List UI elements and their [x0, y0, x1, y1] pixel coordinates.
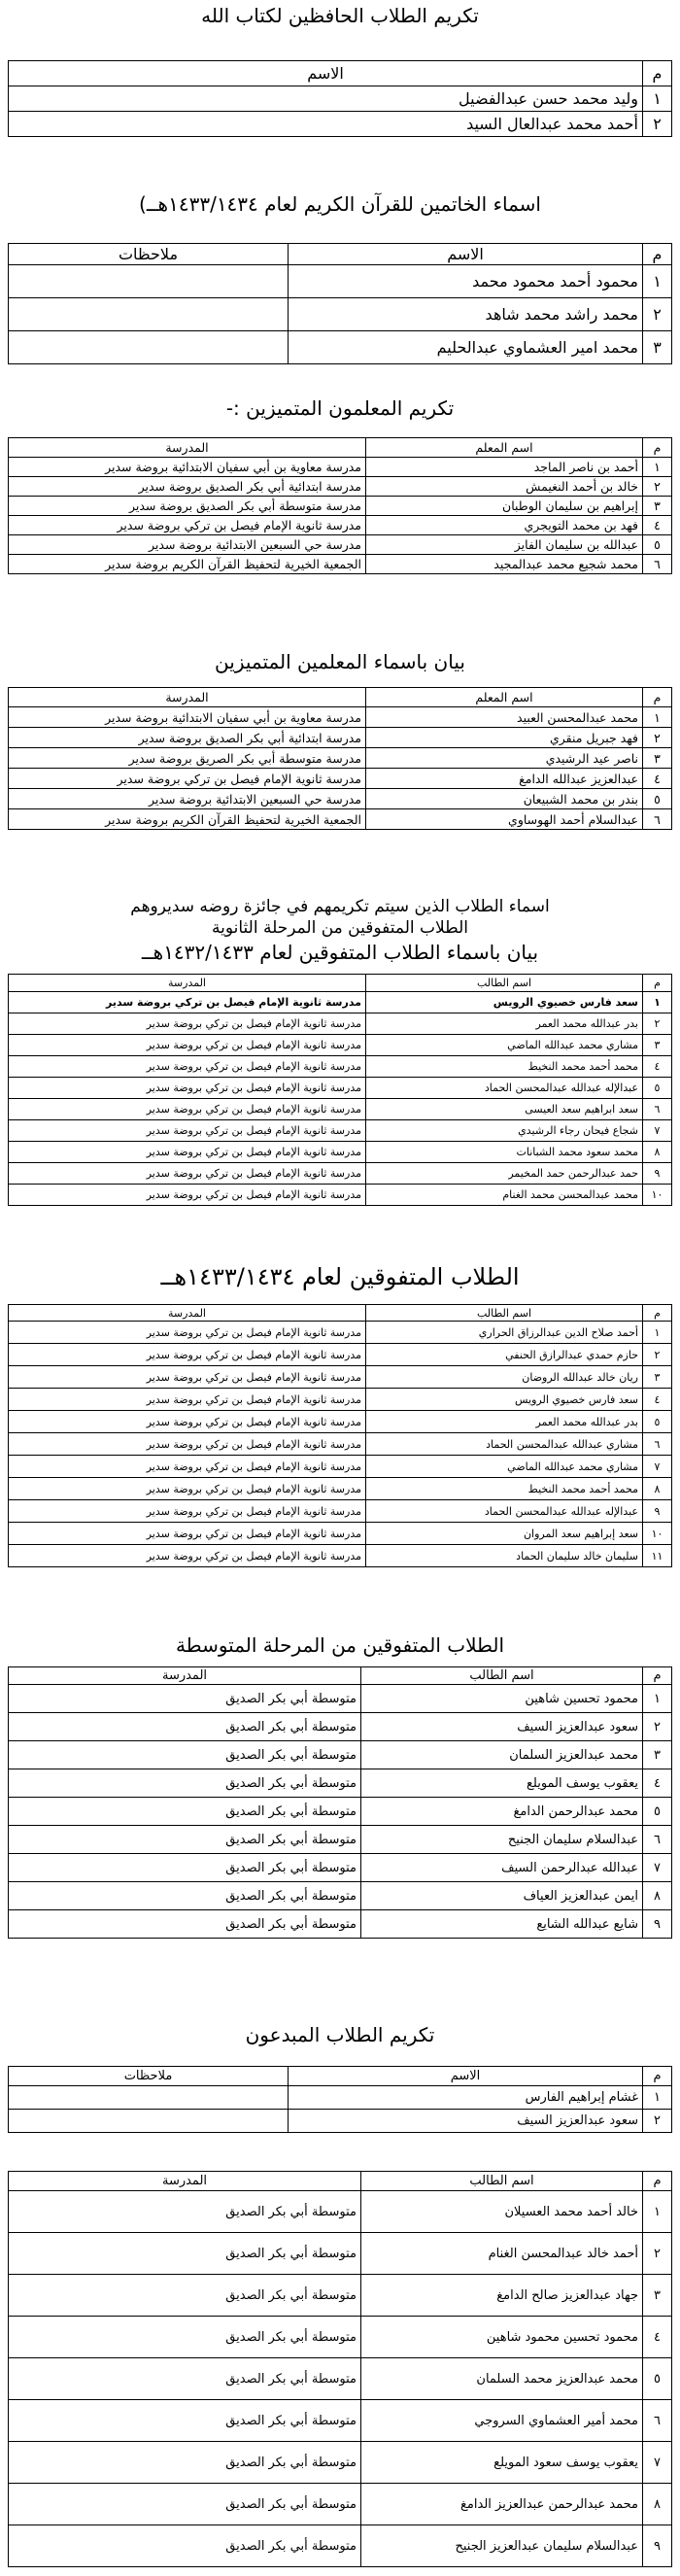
- cell-name: سليمان خالد سليمان الحماد: [366, 1545, 643, 1567]
- table-header-row: [9, 61, 672, 86]
- table-row: [9, 516, 672, 535]
- table-row: [9, 458, 672, 477]
- table-row: [9, 1854, 672, 1882]
- cell-num: ٢: [643, 298, 672, 331]
- table-header-row: [9, 438, 672, 458]
- cell-school: مدرسة ثانوية الإمام فيصل بن تركي بروضة سدير: [9, 992, 366, 1013]
- cell-notes: [9, 2110, 289, 2133]
- cell-name: غشام إبراهيم الفارس: [289, 2086, 643, 2110]
- table-header-row: [9, 2172, 672, 2191]
- table-row: [9, 86, 672, 112]
- table-row: [9, 1013, 672, 1035]
- table-row: [9, 1456, 672, 1478]
- cell-name: محمود تحسين شاهين: [361, 1685, 643, 1713]
- cell-num: ٢: [643, 112, 672, 137]
- table-row: [9, 2400, 672, 2442]
- table-row: [9, 2191, 672, 2233]
- col-header-num: م: [643, 1305, 672, 1322]
- table-middle-school-excellent: [8, 1666, 672, 1939]
- cell-notes: [9, 2086, 289, 2110]
- cell-num: ٣: [643, 1741, 672, 1769]
- table-excellent-1433: [8, 1304, 672, 1567]
- col-header-num: م: [643, 688, 672, 707]
- cell-num: ٥: [643, 2358, 672, 2400]
- cell-name: سعود عبدالعزيز السيف: [361, 1713, 643, 1741]
- cell-school: متوسطة أبي بكر الصديق: [9, 2233, 361, 2275]
- cell-num: ٤: [643, 769, 672, 789]
- cell-num: ٩: [643, 2525, 672, 2567]
- table-middle-school-students: [8, 2171, 672, 2567]
- table-row: [9, 1142, 672, 1163]
- col-header-school: المدرسة: [9, 1305, 366, 1322]
- cell-name: أحمد محمد عبدالعال السيد: [9, 112, 643, 137]
- table-row: [9, 555, 672, 574]
- table-row: [9, 2275, 672, 2317]
- table-row: [9, 2317, 672, 2358]
- cell-name: مشاري محمد عبدالله الماضي: [366, 1456, 643, 1478]
- table-row: [9, 707, 672, 728]
- col-header-school: المدرسة: [9, 975, 366, 992]
- cell-num: ٤: [643, 1769, 672, 1798]
- cell-school: مدرسة ثانوية الإمام فيصل بن تركي بروضة سدير: [9, 1389, 366, 1411]
- table-row: [9, 1826, 672, 1854]
- table-row: [9, 1056, 672, 1078]
- cell-school: متوسطة أبي بكر الصديق: [9, 2442, 361, 2484]
- cell-school: مدرسة ثانوية الإمام فيصل بن تركي بروضة سدير: [9, 1366, 366, 1389]
- cell-num: ١٠: [643, 1523, 672, 1545]
- cell-num: ٨: [643, 1882, 672, 1910]
- col-header-name: الاسم: [289, 244, 643, 265]
- col-header-name: الاسم: [289, 2067, 643, 2086]
- cell-num: ٥: [643, 535, 672, 555]
- table-header-row: [9, 2067, 672, 2086]
- cell-school: متوسطة أبي بكر الصديق: [9, 1741, 361, 1769]
- table-row: [9, 1411, 672, 1433]
- cell-num: ٤: [643, 2317, 672, 2358]
- cell-school: متوسطة أبي بكر الصديق: [9, 2525, 361, 2567]
- cell-num: ٧: [643, 1456, 672, 1478]
- table-row: [9, 1545, 672, 1567]
- cell-num: ٣: [643, 1035, 672, 1056]
- cell-num: ١٠: [643, 1185, 672, 1206]
- section-title-excellent-1433: الطلاب المتفوقين لعام ١٤٣٣/١٤٣٤هــ: [160, 1263, 520, 1290]
- cell-name: محمد أحمد محمد النخيط: [366, 1478, 643, 1500]
- cell-name: عبدالإله عبدالله عبدالمحسن الحماد: [366, 1078, 643, 1099]
- cell-num: ٦: [643, 555, 672, 574]
- table-row: [9, 789, 672, 809]
- table-row: [9, 1798, 672, 1826]
- cell-name: محمود تحسين محمود شاهين: [361, 2317, 643, 2358]
- cell-name: محمد عبدالرحمن الدامغ: [361, 1798, 643, 1826]
- section-title-middle-school-excellent: الطلاب المتفوقين من المرحلة المتوسطة: [175, 1633, 505, 1657]
- table-row: [9, 1366, 672, 1389]
- cell-num: ٧: [643, 2442, 672, 2484]
- cell-school: متوسطة أبي بكر الصديق: [9, 1854, 361, 1882]
- table-row: [9, 477, 672, 497]
- section-title-distinguished-teachers: تكريم المعلمون المتميزين :-: [225, 396, 455, 420]
- cell-num: ٧: [643, 1854, 672, 1882]
- cell-num: ٣: [643, 331, 672, 364]
- cell-name: شجاع فيحان رجاء الرشيدي: [366, 1120, 643, 1142]
- table-header-row: [9, 1305, 672, 1322]
- col-header-num: م: [643, 975, 672, 992]
- cell-num: ٦: [643, 1433, 672, 1456]
- cell-name: سعود عبدالعزيز السيف: [289, 2110, 643, 2133]
- cell-school: مدرسة ثانوية الإمام فيصل بن تركي بروضة سدير: [9, 1322, 366, 1344]
- cell-num: ٣: [643, 497, 672, 516]
- table-row: [9, 1523, 672, 1545]
- cell-name: إبراهيم بن سليمان الوطبان: [366, 497, 643, 516]
- cell-name: محمد شجيع محمد عبدالمجيد: [366, 555, 643, 574]
- cell-name: عبدالله عبدالرحمن السيف: [361, 1854, 643, 1882]
- cell-name: محمد عبدالمحسن العبيد: [366, 707, 643, 728]
- table-row: [9, 809, 672, 830]
- cell-num: ٣: [643, 2275, 672, 2317]
- col-header-student-name: اسم الطالب: [361, 2172, 643, 2191]
- cell-num: ٢: [643, 2110, 672, 2133]
- table-row: [9, 1120, 672, 1142]
- table-row: [9, 2086, 672, 2110]
- table-row: [9, 535, 672, 555]
- cell-num: ٥: [643, 1411, 672, 1433]
- col-header-teacher-name: اسم المعلم: [366, 438, 643, 458]
- cell-school: متوسطة أبي بكر الصديق: [9, 2484, 361, 2525]
- table-row: [9, 1713, 672, 1741]
- cell-notes: [9, 265, 289, 298]
- cell-num: ٨: [643, 1142, 672, 1163]
- table-row: [9, 1478, 672, 1500]
- cell-school: مدرسة ثانوية الإمام فيصل بن تركي بروضة سدير: [9, 1120, 366, 1142]
- table-header-row: [9, 244, 672, 265]
- cell-num: ٤: [643, 1389, 672, 1411]
- cell-num: ٥: [643, 789, 672, 809]
- cell-num: ١: [643, 86, 672, 112]
- cell-name: شايع عبدالله الشايع: [361, 1910, 643, 1939]
- cell-school: مدرسة متوسطة أبي بكر الصريق بروضة سدير: [9, 748, 366, 769]
- table-row: [9, 1185, 672, 1206]
- cell-name: بدر عبدالله محمد العمر: [366, 1013, 643, 1035]
- col-header-school: المدرسة: [9, 2172, 361, 2191]
- table-row: [9, 992, 672, 1013]
- cell-school: متوسطة أبي بكر الصديق: [9, 2275, 361, 2317]
- cell-school: مدرسة ثانوية الإمام فيصل بن تركي بروضة سدير: [9, 1099, 366, 1120]
- cell-name: محمد عبدالعزيز السلمان: [361, 1741, 643, 1769]
- col-header-student-name: اسم الطالب: [366, 1305, 643, 1322]
- cell-name: عبدالإله عبدالله عبدالمحسن الحماد: [366, 1500, 643, 1523]
- table-teachers-list: [8, 687, 672, 830]
- cell-num: ٢: [643, 1713, 672, 1741]
- cell-num: ٩: [643, 1163, 672, 1185]
- cell-num: ٢: [643, 477, 672, 497]
- cell-notes: [9, 331, 289, 364]
- table-quran-memorizers: [8, 60, 672, 137]
- cell-name: خالد أحمد محمد العسيلان: [361, 2191, 643, 2233]
- cell-name: سعد إبراهيم سعد المروان: [366, 1523, 643, 1545]
- cell-name: خالد بن أحمد النغيمش: [366, 477, 643, 497]
- cell-school: مدرسة ثانوية الإمام فيصل بن تركي بروضة سدير: [9, 769, 366, 789]
- col-header-num: م: [643, 2067, 672, 2086]
- table-row: [9, 1433, 672, 1456]
- cell-school: مدرسة حي السبعين الابتدائية بروضة سدير: [9, 535, 366, 555]
- intro-line-1: اسماء الطلاب الذين سيتم تكريمهم في جائزة روضه سديروهم: [130, 897, 550, 916]
- table-row: [9, 1910, 672, 1939]
- cell-name: سعد فارس خصيوي الرويس: [366, 1389, 643, 1411]
- cell-num: ٣: [643, 1366, 672, 1389]
- table-row: [9, 2525, 672, 2567]
- cell-school: متوسطة أبي بكر الصديق: [9, 1685, 361, 1713]
- cell-school: مدرسة ثانوية الإمام فيصل بن تركي بروضة سدير: [9, 1185, 366, 1206]
- col-header-notes: ملاحظات: [9, 244, 289, 265]
- table-row: [9, 1500, 672, 1523]
- cell-name: بدر عبدالله محمد العمر: [366, 1411, 643, 1433]
- cell-name: محمد أمير العشماوي السروجي: [361, 2400, 643, 2442]
- section-title-quran-memorizers: تكريم الطلاب الحافظين لكتاب الله: [201, 4, 479, 27]
- cell-school: متوسطة أبي بكر الصديق: [9, 1769, 361, 1798]
- cell-num: ٧: [643, 1120, 672, 1142]
- cell-num: ٢: [643, 1013, 672, 1035]
- col-header-school: المدرسة: [9, 688, 366, 707]
- cell-num: ١: [643, 2086, 672, 2110]
- cell-name: محمد عبدالمحسن محمد الغنام: [366, 1185, 643, 1206]
- cell-school: مدرسة ثانوية الإمام فيصل بن تركي بروضة سدير: [9, 516, 366, 535]
- col-header-num: م: [643, 438, 672, 458]
- table-row: [9, 2110, 672, 2133]
- table-row: [9, 1769, 672, 1798]
- cell-school: متوسطة أبي بكر الصديق: [9, 2400, 361, 2442]
- cell-num: ٨: [643, 2484, 672, 2525]
- cell-name: عبدالله بن سليمان الفايز: [366, 535, 643, 555]
- cell-name: محمد راشد محمد شاهد: [289, 298, 643, 331]
- cell-name: ايمن عبدالعزيز العياف: [361, 1882, 643, 1910]
- cell-school: متوسطة أبي بكر الصديق: [9, 2358, 361, 2400]
- col-header-num: م: [643, 61, 672, 86]
- cell-num: ١: [643, 707, 672, 728]
- table-row: [9, 2442, 672, 2484]
- cell-school: مدرسة ثانوية الإمام فيصل بن تركي بروضة سدير: [9, 1163, 366, 1185]
- cell-name: سعد ابراهيم سعد العيسى: [366, 1099, 643, 1120]
- col-header-student-name: اسم الطالب: [361, 1667, 643, 1685]
- cell-name: محمود أحمد محمود محمد: [289, 265, 643, 298]
- cell-name: سعد فارس خصيوي الرويس: [366, 992, 643, 1013]
- cell-num: ٩: [643, 1910, 672, 1939]
- cell-name: فهد بن محمد التويجري: [366, 516, 643, 535]
- col-header-num: م: [643, 1667, 672, 1685]
- cell-name: يعقوب يوسف سعود المويلع: [361, 2442, 643, 2484]
- table-row: [9, 497, 672, 516]
- cell-school: مدرسة ثانوية الإمام فيصل بن تركي بروضة سدير: [9, 1545, 366, 1567]
- cell-num: ١: [643, 458, 672, 477]
- cell-name: مشاري محمد عبدالله الماضي: [366, 1035, 643, 1056]
- cell-name: فهد جبريل منقري: [366, 728, 643, 748]
- table-row: [9, 1882, 672, 1910]
- cell-school: مدرسة معاوية بن أبي سفيان الابتدائية بروضة سدير: [9, 458, 366, 477]
- table-quran-finishers: [8, 243, 672, 364]
- section-title-creative-students: تكريم الطلاب المبدعون: [245, 2023, 435, 2046]
- table-row: [9, 728, 672, 748]
- cell-num: ٦: [643, 1826, 672, 1854]
- cell-notes: [9, 298, 289, 331]
- cell-num: ٥: [643, 1798, 672, 1826]
- cell-name: محمد عبدالرحمن عبدالعزيز الدامغ: [361, 2484, 643, 2525]
- cell-num: ٦: [643, 2400, 672, 2442]
- col-header-student-name: اسم الطالب: [366, 975, 643, 992]
- cell-school: متوسطة أبي بكر الصديق: [9, 2191, 361, 2233]
- table-row: [9, 1685, 672, 1713]
- cell-school: مدرسة متوسطة أبي بكر الصديق بروضة سدير: [9, 497, 366, 516]
- cell-name: أحمد بن ناصر الماجد: [366, 458, 643, 477]
- cell-school: مدرسة ثانوية الإمام فيصل بن تركي بروضة سدير: [9, 1478, 366, 1500]
- table-row: [9, 1344, 672, 1366]
- cell-school: مدرسة ثانوية الإمام فيصل بن تركي بروضة سدير: [9, 1456, 366, 1478]
- cell-school: متوسطة أبي بكر الصديق: [9, 1882, 361, 1910]
- col-header-notes: ملاحظات: [9, 2067, 289, 2086]
- cell-name: محمد عبدالعزيز محمد السلمان: [361, 2358, 643, 2400]
- table-row: [9, 331, 672, 364]
- cell-name: وليد محمد حسن عبدالفضيل: [9, 86, 643, 112]
- col-header-num: م: [643, 2172, 672, 2191]
- cell-name: مشاري عبدالله عبدالمحسن الحماد: [366, 1433, 643, 1456]
- cell-name: عبدالسلام سليمان الجنيح: [361, 1826, 643, 1854]
- col-header-name: الاسم: [9, 61, 643, 86]
- cell-name: يعقوب يوسف المويلع: [361, 1769, 643, 1798]
- cell-school: مدرسة ثانوية الإمام فيصل بن تركي بروضة سدير: [9, 1078, 366, 1099]
- table-row: [9, 2358, 672, 2400]
- cell-school: مدرسة ثانوية الإمام فيصل بن تركي بروضة سدير: [9, 1411, 366, 1433]
- table-header-row: [9, 688, 672, 707]
- cell-school: مدرسة ابتدائية أبي بكر الصديق بروضة سدير: [9, 477, 366, 497]
- table-row: [9, 748, 672, 769]
- table-row: [9, 1163, 672, 1185]
- table-row: [9, 298, 672, 331]
- cell-name: عبدالسلام أحمد الهوساوي: [366, 809, 643, 830]
- table-row: [9, 1078, 672, 1099]
- table-secondary-excellent-1432: [8, 974, 672, 1206]
- cell-num: ٤: [643, 1056, 672, 1078]
- cell-name: بندر بن محمد الشبيعان: [366, 789, 643, 809]
- cell-num: ٥: [643, 1078, 672, 1099]
- table-row: [9, 2233, 672, 2275]
- cell-school: الجمعية الخيرية لتحفيظ القرآن الكريم بروضة سدير: [9, 809, 366, 830]
- cell-num: ٢: [643, 2233, 672, 2275]
- table-creative-students: [8, 2066, 672, 2133]
- cell-num: ٣: [643, 748, 672, 769]
- col-header-school: المدرسة: [9, 1667, 361, 1685]
- cell-name: عبدالسلام سليمان عبدالعزيز الجنيح: [361, 2525, 643, 2567]
- col-header-school: المدرسة: [9, 438, 366, 458]
- table-row: [9, 1322, 672, 1344]
- cell-school: مدرسة ثانوية الإمام فيصل بن تركي بروضة سدير: [9, 1523, 366, 1545]
- table-row: [9, 2484, 672, 2525]
- col-header-teacher-name: اسم المعلم: [366, 688, 643, 707]
- cell-num: ١: [643, 2191, 672, 2233]
- cell-num: ١: [643, 1322, 672, 1344]
- cell-school: مدرسة معاوية بن أبي سفيان الابتدائية بروضة سدير: [9, 707, 366, 728]
- cell-school: مدرسة ثانوية الإمام فيصل بن تركي بروضة سدير: [9, 1142, 366, 1163]
- cell-num: ٦: [643, 809, 672, 830]
- cell-num: ١: [643, 1685, 672, 1713]
- cell-name: محمد أحمد محمد النخيط: [366, 1056, 643, 1078]
- cell-school: مدرسة ثانوية الإمام فيصل بن تركي بروضة سدير: [9, 1344, 366, 1366]
- col-header-num: م: [643, 244, 672, 265]
- cell-name: ناصر عيد الرشيدي: [366, 748, 643, 769]
- cell-school: متوسطة أبي بكر الصديق: [9, 1798, 361, 1826]
- table-header-row: [9, 975, 672, 992]
- cell-school: مدرسة ابتدائية أبي بكر الصديق بروضة سدير: [9, 728, 366, 748]
- cell-school: متوسطة أبي بكر الصديق: [9, 1910, 361, 1939]
- cell-num: ٢: [643, 1344, 672, 1366]
- cell-school: متوسطة أبي بكر الصديق: [9, 2317, 361, 2358]
- table-row: [9, 112, 672, 137]
- cell-school: متوسطة أبي بكر الصديق: [9, 1826, 361, 1854]
- table-header-row: [9, 1667, 672, 1685]
- cell-school: مدرسة ثانوية الإمام فيصل بن تركي بروضة سدير: [9, 1035, 366, 1056]
- section-title-quran-finishers: اسماء الخاتمين للقرآن الكريم لعام ١٤٣٣/١٤٣٤هــ): [139, 192, 541, 216]
- cell-name: أحمد خالد عبدالمحسن الغنام: [361, 2233, 643, 2275]
- table-row: [9, 1389, 672, 1411]
- cell-name: أحمد صلاح الدين عبدالرزاق الحراري: [366, 1322, 643, 1344]
- cell-school: مدرسة ثانوية الإمام فيصل بن تركي بروضة سدير: [9, 1433, 366, 1456]
- cell-num: ٨: [643, 1478, 672, 1500]
- intro-line-2: الطلاب المتفوقين من المرحلة الثانوية: [211, 918, 469, 938]
- cell-num: ١: [643, 992, 672, 1013]
- cell-school: متوسطة أبي بكر الصديق: [9, 1713, 361, 1741]
- table-row: [9, 1741, 672, 1769]
- cell-name: محمد امير العشماوي عبدالحليم: [289, 331, 643, 364]
- section-title-secondary-excellent-1432: بيان باسماء الطلاب المتفوقين لعام ١٤٣٢/١٤٣٣هــ: [141, 941, 539, 964]
- cell-name: حازم حمدي عبدالرازق الحنفي: [366, 1344, 643, 1366]
- table-row: [9, 769, 672, 789]
- cell-num: ٩: [643, 1500, 672, 1523]
- cell-school: مدرسة ثانوية الإمام فيصل بن تركي بروضة سدير: [9, 1500, 366, 1523]
- table-row: [9, 1035, 672, 1056]
- cell-num: ٦: [643, 1099, 672, 1120]
- cell-name: ريان خالد عبدالله الروضان: [366, 1366, 643, 1389]
- table-distinguished-teachers: [8, 437, 672, 574]
- cell-school: الجمعية الخيرية لتحفيظ القرآن الكريم بروضة سدير: [9, 555, 366, 574]
- cell-name: حمد عبدالرحمن حمد المخيمر: [366, 1163, 643, 1185]
- cell-name: جهاد عبدالعزيز صالح الدامغ: [361, 2275, 643, 2317]
- cell-num: ١١: [643, 1545, 672, 1567]
- table-row: [9, 265, 672, 298]
- section-title-teachers-list: بيان باسماء المعلمين المتميزين: [215, 650, 465, 673]
- cell-school: مدرسة ثانوية الإمام فيصل بن تركي بروضة سدير: [9, 1013, 366, 1035]
- cell-num: ٤: [643, 516, 672, 535]
- cell-num: ٢: [643, 728, 672, 748]
- cell-name: عبدالعزيز عبدالله الدامغ: [366, 769, 643, 789]
- cell-school: مدرسة حي السبعين الابتدائية بروضة سدير: [9, 789, 366, 809]
- cell-name: محمد سعود محمد الشبانات: [366, 1142, 643, 1163]
- cell-num: ١: [643, 265, 672, 298]
- cell-school: مدرسة ثانوية الإمام فيصل بن تركي بروضة سدير: [9, 1056, 366, 1078]
- table-row: [9, 1099, 672, 1120]
